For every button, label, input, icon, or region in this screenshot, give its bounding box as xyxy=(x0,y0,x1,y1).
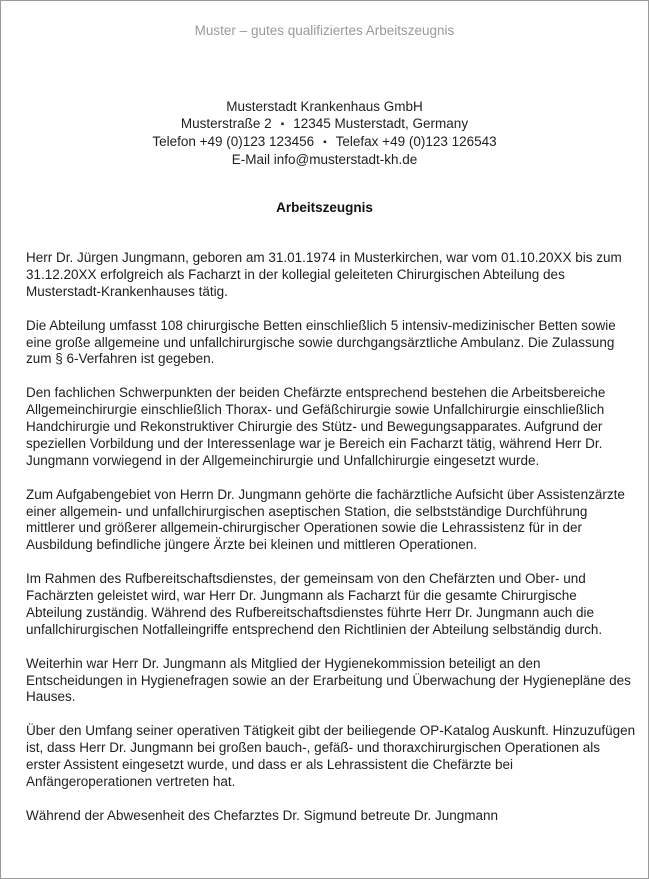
body-paragraph: Den fachlichen Schwerpunkten der beiden Chefärzte entsprechend bestehen die Arbeitsbereiche Allgemeinchirurgie einschließlich Thorax- und Gefäßchirurgie sowie Unfallchirurgie einschließlich Handchirurgie und Rekonstruktiver Chirurgie des Stütz- und Bewegungsapparates. Aufgrund der speziellen Vorbildung und der Interessenlage war je Bereich ein Facharzt tätig, während Herr Dr. Jungmann vorwiegend in der Allgemeinchirurgie und Unfallchirurgie eingesetzt wurde. xyxy=(26,385,606,468)
body-paragraph: Herr Dr. Jürgen Jungmann, geboren am 31.01.1974 in Musterkirchen, war vom 01.10.20XX bis zum 31.12.20XX erfolgreich als Facharzt in der kollegial geleiteten Chirurgischen Abteilung des Musterstadt-Krankenhauses tätig. xyxy=(26,250,622,299)
body-paragraph: Im Rahmen des Rufbereitschaftsdienstes, der gemeinsam von den Chefärzten und Ober- und Fachärzten geleistet wird, war Herr Dr. Jungmann als Facharzt für die gesamte Chirurgische Abteilung zuständig. Während des Rufbereitschaftsdienstes führte Herr Dr. Jungmann auch die unfallchirurgischen Notfalleingriffe entsprechend den Richtlinien der Abteilung selbständig durch. xyxy=(26,571,603,637)
company-city: 12345 Musterstadt, Germany xyxy=(293,116,469,131)
body-paragraph: Während der Abwesenheit des Chefarztes Dr. Sigmund betreute Dr. Jungmann xyxy=(26,807,499,823)
document-body xyxy=(26,250,636,842)
company-street: Musterstraße 2 xyxy=(180,116,272,131)
bullet-separator: ▪ xyxy=(323,137,327,148)
company-phone: Telefon +49 (0)123 123456 xyxy=(152,134,315,149)
sample-header: Muster – gutes qualifiziertes Arbeitszeugnis xyxy=(194,23,455,38)
company-fax: Telefax +49 (0)123 126543 xyxy=(335,134,497,149)
body-paragraph: Die Abteilung umfasst 108 chirurgische Betten einschließlich 5 intensiv-medizinischer Betten sowie eine große allgemeine und unfallchirurgische sowie durchgangsärztliche Ambulanz. Die Zulassung zum § 6-Verfahren ist gegeben. xyxy=(26,317,616,367)
company-address-line xyxy=(1,115,648,133)
company-email: E-Mail info@musterstadt-kh.de xyxy=(231,152,418,167)
bullet-separator: ▪ xyxy=(280,119,285,130)
company-contact-line xyxy=(1,133,648,151)
body-paragraph: Zum Aufgabengebiet von Herrn Dr. Jungmann gehörte die fachärztliche Aufsicht über Assistenzärzte einer allgemein- und unfallchirurgischen aseptischen Station, die selbstständige Durchführung mittlerer und größerer allgemein-chirurgischer Operationen sowie die Lehrassistenz für in der Ausbildung befindliche jüngere Ärzte bei kleinen und mittleren Operationen. xyxy=(26,486,625,553)
body-paragraph: Über den Umfang seiner operativen Tätigkeit gibt der beiliegende OP-Katalog Auskunft. Hinzuzufügen ist, dass Herr Dr. Jungmann bei großen bauch-, gefäß- und thoraxchirurgischen Operationen als erster Assistent eingesetzt wurde, und dass er als Lehrassistent die Chefärzte bei Anfängeroperationen vertreten hat. xyxy=(26,723,636,789)
company-name: Musterstadt Krankenhaus GmbH xyxy=(226,99,423,114)
body-paragraph: Weiterhin war Herr Dr. Jungmann als Mitglied der Hygienekommission beteiligt an den Entscheidungen in Hygienefragen sowie an der Erarbeitung und Überwachung der Hygienepläne des Hauses. xyxy=(26,655,631,705)
company-address-block xyxy=(1,98,648,168)
document-title: Arbeitszeugnis xyxy=(276,200,373,215)
